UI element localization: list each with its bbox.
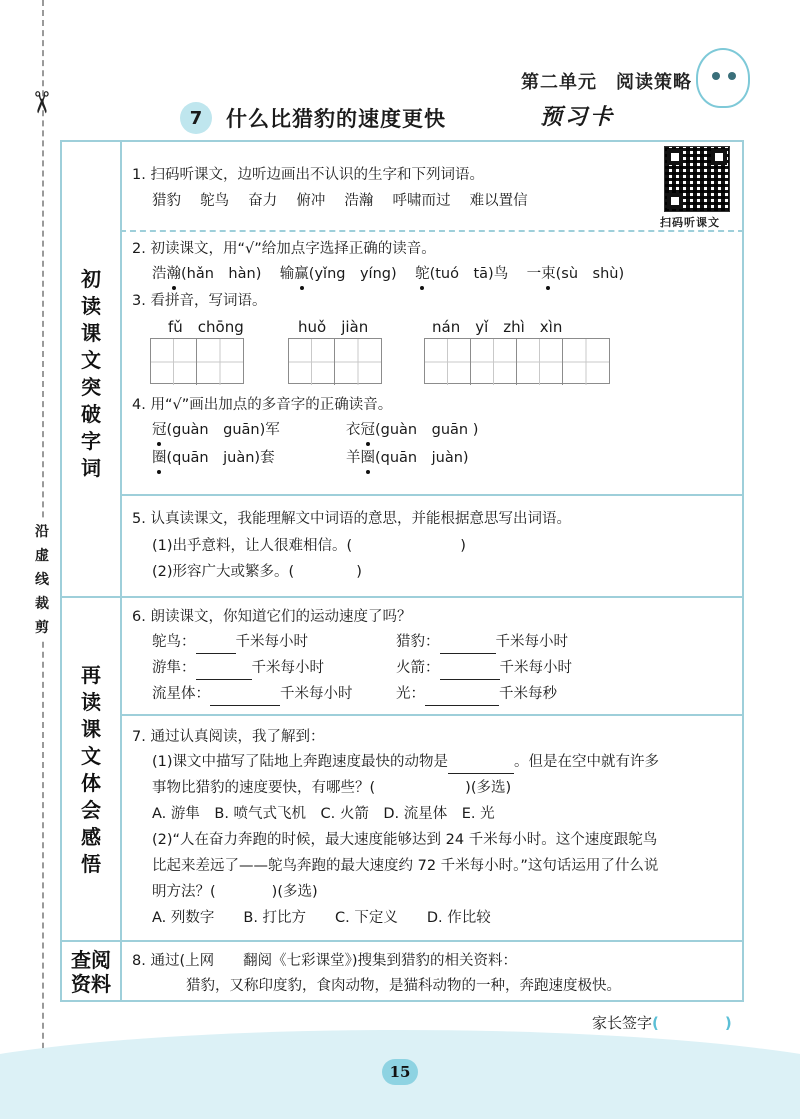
- pinyin-choice[interactable]: (guàn guān)军: [166, 422, 280, 438]
- pinyin-choice[interactable]: (tuó tā)鸟: [429, 266, 509, 282]
- section-label-char: 课: [81, 321, 101, 345]
- q7-part2-line1: (2)“人在奋力奔跑的时候，最大速度能够达到 24 千米每小时。这个速度跟鸵鸟: [152, 832, 658, 848]
- cut-along-dashed-line-label: [28, 520, 56, 640]
- pinyin-choice[interactable]: (sù shù): [555, 266, 625, 282]
- cut-label-char: 虚: [35, 548, 49, 564]
- lesson-title-row: [180, 100, 446, 136]
- answer-blank[interactable]: [196, 662, 252, 680]
- section-label-first-reading: [62, 267, 120, 480]
- q4-item: 冠(guàn guān)军: [152, 418, 280, 442]
- page-number: 15: [382, 1059, 418, 1085]
- lesson-title: 什么比猎豹的速度更快: [226, 107, 446, 131]
- q7-part2-line3: 明方法？( )(多选): [152, 884, 318, 900]
- section-label-char: 感: [81, 825, 101, 849]
- section-label-rereading: [62, 663, 120, 876]
- section-label-char: 文: [81, 348, 101, 372]
- q7-part1-line1: (1)课文中描写了陆地上奔跑速度最快的动物是 。但是在空中就有许多: [152, 750, 659, 774]
- scissors-icon: ✂: [23, 89, 59, 116]
- q7-options-2[interactable]: A. 列数字 B. 打比方 C. 下定义 D. 作比较: [152, 910, 491, 926]
- writing-grid[interactable]: [424, 338, 610, 384]
- q4-item: 羊圈(quān juàn): [346, 446, 469, 470]
- section-label-char: 查: [71, 948, 91, 972]
- lesson-number-badge: 7: [180, 102, 212, 134]
- section-column-divider: [120, 140, 122, 1002]
- answer-blank[interactable]: [425, 688, 499, 706]
- q2-items: 浩瀚(hǎn hàn) 输赢(yǐng yíng) 鸵(tuó tā)鸟 一束(sù shù): [152, 262, 624, 286]
- section-label-char: 破: [81, 402, 101, 426]
- section-label-char: 阅: [91, 948, 111, 972]
- cut-label-char: 剪: [35, 620, 49, 636]
- pinyin-choice[interactable]: (guàn guān ): [375, 422, 479, 438]
- divider: [120, 230, 744, 232]
- cut-label-char: 线: [35, 572, 49, 588]
- section-label-char: 会: [81, 798, 101, 822]
- answer-blank[interactable]: [440, 636, 496, 654]
- answer-blank[interactable]: [196, 636, 236, 654]
- question-3: 3. 看拼音，写词语。: [132, 293, 267, 309]
- parent-signature-label: 家长签字: [592, 1014, 653, 1032]
- writing-grid[interactable]: [150, 338, 244, 384]
- unit-heading: 第二单元 阅读策略: [521, 72, 692, 93]
- qr-caption: 扫码听课文: [660, 216, 720, 229]
- q5-item-2: (2)形容广大或繁多。( ): [152, 564, 362, 580]
- speed-item: 流星体： 千米每小时: [152, 682, 353, 706]
- section-label-char: 初: [81, 267, 101, 291]
- card-type-label: 预习卡: [540, 105, 616, 130]
- section-label-char: 课: [81, 717, 101, 741]
- writing-grid[interactable]: [288, 338, 382, 384]
- cut-label-char: 沿: [35, 524, 49, 540]
- section-label-char: 资: [71, 972, 91, 996]
- mascot-icon: [696, 48, 750, 108]
- pinyin-choice[interactable]: (hǎn hàn): [181, 266, 262, 282]
- answer-blank[interactable]: [440, 662, 500, 680]
- section-label-char: 字: [81, 429, 101, 453]
- speed-item: 猎豹： 千米每小时: [396, 630, 568, 654]
- q7-part2-line2: 比起来差远了——鸵鸟奔跑的最大速度约 72 千米每小时。”这句话运用了什么说: [152, 858, 659, 874]
- q4-item: 圈(quān juàn)套: [152, 446, 275, 470]
- q8-content: 猎豹，又称印度豹，食肉动物，是猫科动物的一种，奔跑速度极快。: [186, 978, 621, 994]
- pinyin-choice[interactable]: (quān juàn): [375, 450, 469, 466]
- divider: [120, 714, 744, 716]
- divider: [120, 494, 744, 496]
- cut-label-char: 裁: [35, 596, 49, 612]
- answer-blank[interactable]: [210, 688, 280, 706]
- section-label-char: 读: [81, 294, 101, 318]
- parent-signature: 家长签字( ): [592, 1014, 732, 1032]
- q5-item-1: (1)出乎意料，让人很难相信。( ): [152, 538, 466, 554]
- answer-blank[interactable]: [448, 756, 514, 774]
- q7-part1-line2: 事物比猎豹的速度要快，有哪些？( )(多选): [152, 780, 512, 796]
- section-label-research: [62, 944, 120, 1000]
- question-6: 6. 朗读课文，你知道它们的运动速度了吗？: [132, 609, 412, 625]
- speed-item: 游隼： 千米每小时: [152, 656, 324, 680]
- section-label-char: 料: [91, 972, 111, 996]
- question-7: 7. 通过认真阅读，我了解到：: [132, 729, 325, 745]
- section-label-char: 体: [81, 771, 101, 795]
- section-label-char: 读: [81, 690, 101, 714]
- q1-word-list: 猎豹 鸵鸟 奋力 俯冲 浩瀚 呼啸而过 难以置信: [152, 193, 528, 209]
- section-label-char: 悟: [81, 852, 101, 876]
- speed-item: 鸵鸟： 千米每小时: [152, 630, 308, 654]
- question-4: 4. 用“√”画出加点的多音字的正确读音。: [132, 397, 393, 413]
- question-1: 1. 扫码听课文，边听边画出不认识的生字和下列词语。: [132, 167, 484, 183]
- section-divider: [60, 940, 744, 942]
- section-label-char: 文: [81, 744, 101, 768]
- pinyin-prompt: huǒ jiàn: [298, 318, 369, 336]
- section-divider: [60, 596, 744, 598]
- q7-options-1[interactable]: A. 游隼 B. 喷气式飞机 C. 火箭 D. 流星体 E. 光: [152, 806, 495, 822]
- section-label-char: 词: [81, 456, 101, 480]
- speed-item: 光： 千米每秒: [396, 682, 557, 706]
- question-8: 8. 通过(上网 翻阅《七彩课堂》)搜集到猎豹的相关资料：: [132, 953, 518, 969]
- qr-code[interactable]: [664, 146, 730, 212]
- section-label-char: 再: [81, 663, 101, 687]
- pinyin-prompt: fǔ chōng: [168, 318, 244, 336]
- section-label-char: 突: [81, 375, 101, 399]
- speed-item: 火箭： 千米每小时: [396, 656, 572, 680]
- pinyin-choice[interactable]: (quān juàn)套: [166, 450, 275, 466]
- question-2: 2. 初读课文，用“√”给加点字选择正确的读音。: [132, 241, 436, 257]
- pinyin-prompt: nán yǐ zhì xìn: [432, 318, 563, 336]
- q4-item: 衣冠(guàn guān ): [346, 418, 478, 442]
- question-5: 5. 认真读课文，我能理解文中词语的意思，并能根据意思写出词语。: [132, 511, 571, 527]
- pinyin-choice[interactable]: (yǐng yíng): [308, 266, 397, 282]
